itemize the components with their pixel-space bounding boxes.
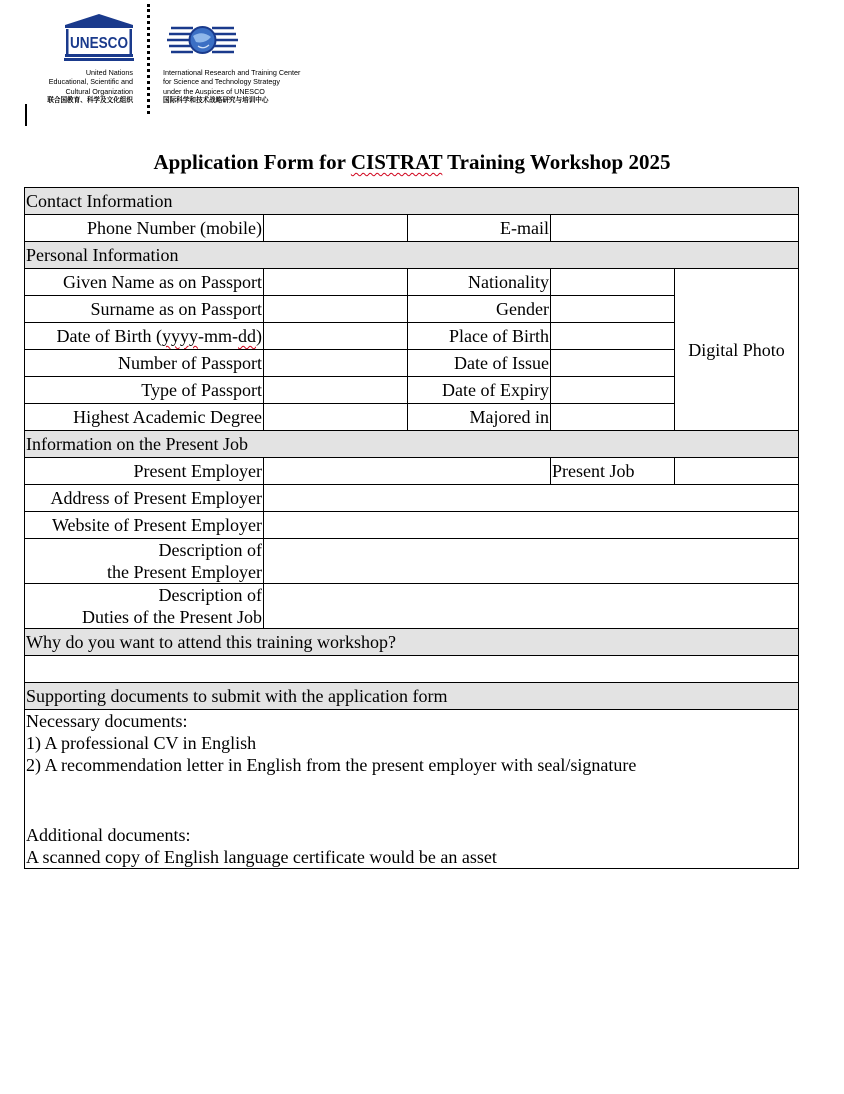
dob-dd: dd bbox=[238, 326, 256, 346]
email-field[interactable] bbox=[551, 215, 799, 242]
label-majored-in: Majored in bbox=[408, 404, 551, 431]
label-duties-description bbox=[25, 584, 264, 629]
label-digital-photo: Digital Photo bbox=[688, 339, 785, 360]
necessary-document-item: 2) A recommendation letter in English from the present employer with seal/signature bbox=[26, 755, 637, 775]
present-job-field[interactable] bbox=[675, 458, 799, 485]
duties-description-field[interactable] bbox=[264, 584, 799, 629]
label-present-employer: Present Employer bbox=[25, 458, 264, 485]
digital-photo-box[interactable] bbox=[675, 269, 799, 431]
gender-field[interactable] bbox=[551, 296, 675, 323]
section-supporting-documents: Supporting documents to submit with the application form bbox=[25, 683, 799, 710]
application-form-table bbox=[24, 187, 799, 869]
unesco-caption-line: United Nations bbox=[85, 68, 133, 77]
form-title bbox=[0, 150, 824, 175]
dob-suffix: ) bbox=[256, 326, 262, 346]
duties-desc-line2: Duties of the Present Job bbox=[82, 607, 262, 627]
label-present-job: Present Job bbox=[551, 458, 675, 485]
label-passport-number: Number of Passport bbox=[25, 350, 264, 377]
employer-description-field[interactable] bbox=[264, 539, 799, 584]
label-date-of-expiry: Date of Expiry bbox=[408, 377, 551, 404]
label-employer-website: Website of Present Employer bbox=[25, 512, 264, 539]
necessary-documents-heading: Necessary documents: bbox=[26, 711, 188, 731]
unesco-caption bbox=[47, 68, 133, 105]
cistrat-caption bbox=[163, 68, 300, 105]
section-contact-information: Contact Information bbox=[25, 188, 799, 215]
header-divider bbox=[147, 4, 150, 114]
why-attend-field[interactable] bbox=[25, 656, 799, 683]
unesco-logo-text: UNESCO bbox=[70, 35, 128, 52]
label-passport-type: Type of Passport bbox=[25, 377, 264, 404]
employer-website-field[interactable] bbox=[264, 512, 799, 539]
label-place-of-birth: Place of Birth bbox=[408, 323, 551, 350]
degree-field[interactable] bbox=[264, 404, 408, 431]
passport-type-field[interactable] bbox=[264, 377, 408, 404]
date-of-issue-field[interactable] bbox=[551, 350, 675, 377]
nationality-field[interactable] bbox=[551, 269, 675, 296]
cistrat-caption-line: under the Auspices of UNESCO bbox=[163, 86, 265, 96]
cistrat-caption-zh: 国际科学和技术战略研究与培训中心 bbox=[163, 96, 269, 104]
surname-field[interactable] bbox=[264, 296, 408, 323]
employer-desc-line1: Description of bbox=[158, 540, 262, 560]
form-title-prefix: Application Form for bbox=[153, 150, 351, 174]
majored-in-field[interactable] bbox=[551, 404, 675, 431]
label-given-name: Given Name as on Passport bbox=[25, 269, 264, 296]
text-cursor bbox=[25, 104, 27, 126]
label-email: E-mail bbox=[408, 215, 551, 242]
additional-document-item: A scanned copy of English language certificate would be an asset bbox=[26, 847, 497, 867]
label-date-of-issue: Date of Issue bbox=[408, 350, 551, 377]
date-of-expiry-field[interactable] bbox=[551, 377, 675, 404]
dob-mid: -mm- bbox=[198, 326, 238, 346]
employer-desc-line2: the Present Employer bbox=[107, 562, 262, 582]
label-nationality: Nationality bbox=[408, 269, 551, 296]
section-present-job: Information on the Present Job bbox=[25, 431, 799, 458]
necessary-document-item: 1) A professional CV in English bbox=[26, 733, 257, 753]
duties-desc-line1: Description of bbox=[158, 585, 262, 605]
dob-prefix: Date of Birth ( bbox=[56, 326, 162, 346]
label-date-of-birth bbox=[25, 323, 264, 350]
label-degree: Highest Academic Degree bbox=[25, 404, 264, 431]
dob-yyyy: yyyy bbox=[162, 326, 198, 346]
date-of-birth-field[interactable] bbox=[264, 323, 408, 350]
label-employer-address: Address of Present Employer bbox=[25, 485, 264, 512]
spacer bbox=[26, 776, 797, 824]
unesco-logo bbox=[64, 14, 134, 62]
label-employer-description bbox=[25, 539, 264, 584]
label-gender: Gender bbox=[408, 296, 551, 323]
section-personal-information: Personal Information bbox=[25, 242, 799, 269]
label-surname: Surname as on Passport bbox=[25, 296, 264, 323]
place-of-birth-field[interactable] bbox=[551, 323, 675, 350]
unesco-caption-line: Educational, Scientific and bbox=[48, 77, 133, 87]
section-why-attend: Why do you want to attend this training workshop? bbox=[25, 629, 799, 656]
employer-address-field[interactable] bbox=[264, 485, 799, 512]
unesco-caption-line: Cultural Organization bbox=[65, 86, 133, 96]
cistrat-logo bbox=[165, 20, 240, 62]
unesco-caption-zh: 联合国教育、科学及文化组织 bbox=[47, 96, 133, 104]
present-employer-field[interactable] bbox=[264, 458, 551, 485]
supporting-documents-body bbox=[25, 710, 799, 869]
passport-number-field[interactable] bbox=[264, 350, 408, 377]
form-title-suffix: Training Workshop 2025 bbox=[442, 150, 671, 174]
phone-field[interactable] bbox=[264, 215, 408, 242]
given-name-field[interactable] bbox=[264, 269, 408, 296]
cistrat-caption-line: for Science and Technology Strategy bbox=[163, 77, 280, 87]
label-phone: Phone Number (mobile) bbox=[25, 215, 264, 242]
cistrat-caption-line: International Research and Training Center bbox=[163, 68, 301, 77]
additional-documents-heading: Additional documents: bbox=[26, 825, 191, 845]
form-title-highlight: CISTRAT bbox=[350, 150, 443, 174]
